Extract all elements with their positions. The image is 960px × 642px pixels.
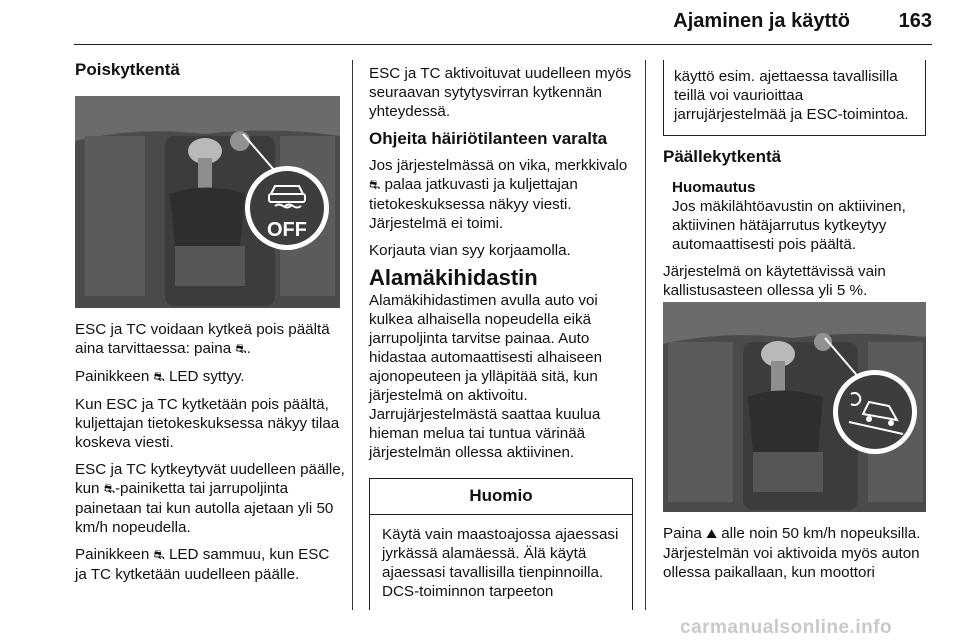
right-column (663, 147, 931, 308)
console-image-esc-off (75, 96, 340, 308)
left-column (75, 60, 342, 79)
esc-off-icon: ⛐ (153, 370, 165, 385)
paragraph: Kun ESC ja TC kytketään pois päältä, kuljettajan tietokeskuksessa näkyy tilaa koskeva viesti. (75, 396, 340, 451)
subheading-fault: Ohjeita häiriötilanteen varalta (369, 129, 608, 148)
watermark: carmanualsonline.info (680, 617, 893, 638)
caution-box-continued (663, 60, 926, 136)
paragraph: Paina ⛰ alle noin 50 km/h nopeuksilla. Järjestelmän voi aktivoida myös auton ollessa paikallaan, kun moottori (663, 525, 921, 581)
paragraph: Painikkeen ⛐ LED sammuu, kun ESC ja TC kytketään uudelleen päälle. (75, 546, 330, 583)
section-heading-enable: Päällekytkentä (663, 147, 782, 166)
esc-off-icon: ⛐ (153, 548, 165, 563)
paragraph: Painikkeen ⛐ LED syttyy. (75, 368, 245, 385)
esc-off-icon: ⛐ (235, 342, 247, 357)
paragraph: ESC ja TC voidaan kytkeä pois päältä aina tarvittaessa: paina ⛐. (75, 321, 330, 357)
caution-box (369, 478, 633, 610)
right-column-bottom (663, 524, 931, 590)
note-block (663, 178, 931, 254)
caution-text-continued: käyttö esim. ajettaessa tavallisilla teillä voi vaurioittaa jarrujärjestelmää ja ESC-toimintoa. (674, 68, 909, 123)
section-heading-hill-descent: Alamäkihidastin (369, 265, 538, 290)
esc-off-icon: ⛐ (103, 482, 115, 497)
header-rule (74, 44, 932, 45)
off-label: OFF (267, 219, 307, 241)
paragraph: Järjestelmä on käytettävissä vain kallistusasteen ollessa yli 5 %. (663, 263, 886, 299)
note-title: Huomautus (672, 179, 756, 196)
caution-title: Huomio (370, 479, 632, 515)
middle-column (369, 64, 635, 470)
caution-text: Käytä vain maastoajossa ajaessasi jyrkässä alamäessä. Älä käytä ajaessasi tavallisilla tienpinnoilla. DCS-toiminnon tarpeeton (382, 526, 619, 600)
paragraph: Korjauta vian syy korjaamolla. (369, 242, 571, 259)
column-divider-2 (645, 60, 646, 610)
page-number: 163 (898, 10, 932, 32)
paragraph: ESC ja TC aktivoituvat uudelleen myös seuraavan sytytysvirran kytkennän yhteydessä. (369, 65, 632, 120)
left-column-text (75, 320, 345, 592)
section-heading-disable: Poiskytkentä (75, 60, 180, 79)
paragraph: Jos järjestelmässä on vika, merkkivalo ⛐ palaa jatkuvasti ja kuljettajan tietokeskuksessa näkyy viesti. Järjestelmä ei toimi. (369, 157, 628, 232)
running-head: Ajaminen ja käyttö (673, 10, 850, 32)
hill-descent-icon: ⛰ (706, 527, 717, 542)
console-image-hill-descent (663, 302, 926, 512)
esc-warning-icon: ⛐ (369, 178, 381, 193)
paragraph: Alamäkihidastimen avulla auto voi kulkea alhaisella nopeudella eikä jarrupoljinta tarvitse painaa. Auto hidastaa automaattisesti alhaiseen ajonopeuteen ja ylläpitää sitä, kun järjestelmä on aktivoitu. Jarrujärjestelmästä saattaa kuulua hieman melua tai tuntua värinää järjestelmän ollessa aktiivinen. (369, 292, 603, 461)
note-text: Jos mäkilähtöavustin on aktiivinen, aktiivinen hätäjarrutus kytkeytyy automaattisesti pois päältä. (672, 198, 906, 253)
column-divider-1 (352, 60, 353, 610)
paragraph: ESC ja TC kytkeytyvät uudelleen päälle, kun ⛐-painiketta tai jarrupoljinta painetaan tai kun autolla ajetaan yli 50 km/h nopeudella. (75, 461, 345, 536)
